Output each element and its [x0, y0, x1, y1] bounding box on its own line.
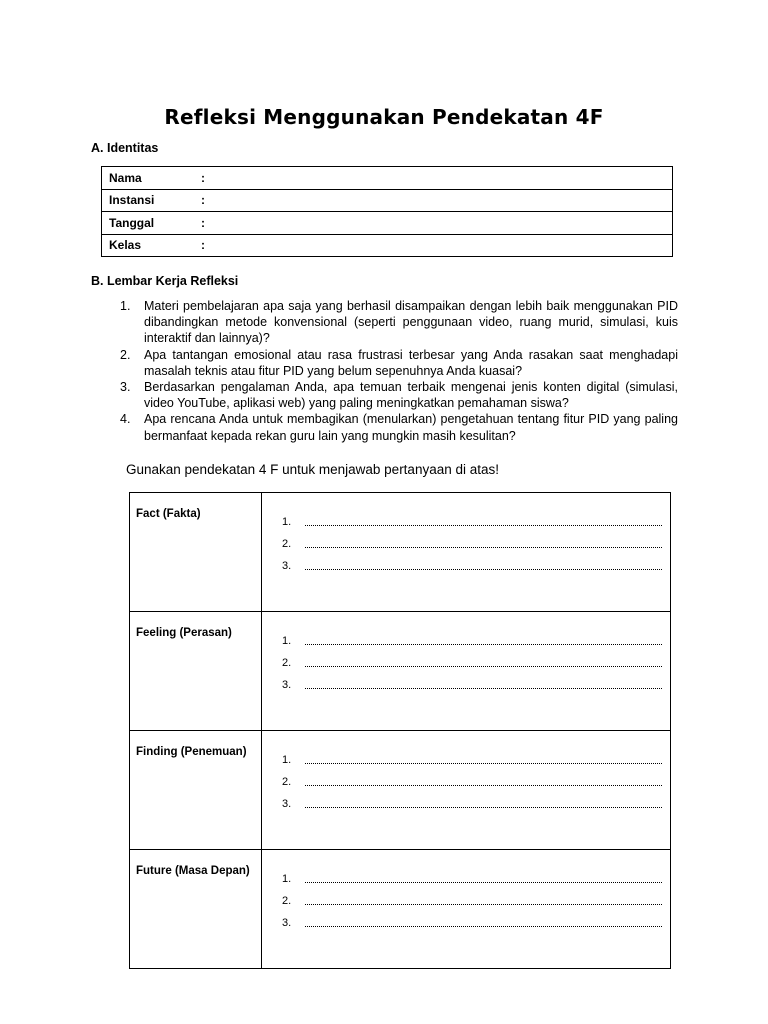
- identity-row-kelas: [102, 234, 673, 257]
- identity-row-instansi: [102, 189, 673, 212]
- question-list: [120, 298, 678, 444]
- question-text: Berdasarkan pengalaman Anda, apa temuan terbaik mengenai jenis konten digital (simulasi, video YouTube, aplikasi web) yang paling meningkatkan pemahaman siswa?: [144, 380, 678, 411]
- answer-number: 2.: [282, 776, 292, 788]
- fourf-answer-cell: [262, 612, 671, 731]
- dotted-line: [305, 666, 662, 667]
- answer-number: 3.: [282, 798, 292, 810]
- answer-line[interactable]: [282, 635, 662, 657]
- identity-table: [101, 166, 673, 257]
- fourf-table: [129, 492, 671, 969]
- question-item: [120, 379, 678, 411]
- dotted-line: [305, 688, 662, 689]
- answer-line[interactable]: [282, 560, 662, 582]
- answer-number: 1.: [282, 516, 292, 528]
- identity-label: Tanggal: [102, 212, 202, 235]
- dotted-line: [305, 904, 662, 905]
- answer-number: 3.: [282, 917, 292, 929]
- question-text: Apa rencana Anda untuk membagikan (menularkan) pengetahuan tentang fitur PID yang paling bermanfaat kepada rekan guru lain yang mungkin masih kesulitan?: [144, 412, 678, 443]
- dotted-line: [305, 525, 662, 526]
- answer-line[interactable]: [282, 657, 662, 679]
- identity-label: Kelas: [102, 234, 202, 257]
- dotted-line: [305, 763, 662, 764]
- fourf-answer-cell: [262, 850, 671, 969]
- dotted-line: [305, 882, 662, 883]
- question-item: [120, 347, 678, 379]
- identity-row-tanggal: [102, 212, 673, 235]
- question-item: [120, 411, 678, 443]
- answer-number: 3.: [282, 560, 292, 572]
- dotted-line: [305, 569, 662, 570]
- fourf-row-finding: [130, 731, 671, 850]
- page-title: Refleksi Menggunakan Pendekatan 4F: [164, 105, 604, 129]
- section-lembar-kerja-heading: B. Lembar Kerja Refleksi: [91, 274, 239, 288]
- question-item: [120, 298, 678, 347]
- fourf-label: Future (Masa Depan): [130, 850, 262, 969]
- identity-label: Nama: [102, 167, 202, 190]
- fourf-row-fact: [130, 493, 671, 612]
- fourf-row-future: [130, 850, 671, 969]
- question-number: 1.: [120, 299, 131, 313]
- dotted-line: [305, 547, 662, 548]
- identity-value-field[interactable]: :: [201, 189, 673, 212]
- section-identitas-heading: A. Identitas: [91, 141, 159, 155]
- answer-line[interactable]: [282, 917, 662, 939]
- question-text: Materi pembelajaran apa saja yang berhasil disampaikan dengan lebih baik menggunakan PID dibandingkan metode konvensional (seperti penggunaan video, ruang murid, simulasi, kuis interaktif dan lainnya)?: [144, 299, 678, 346]
- answer-line[interactable]: [282, 538, 662, 560]
- identity-value-field[interactable]: :: [201, 167, 673, 190]
- answer-number: 1.: [282, 635, 292, 647]
- fourf-label: Finding (Penemuan): [130, 731, 262, 850]
- fourf-label: Feeling (Perasan): [130, 612, 262, 731]
- identity-value-field[interactable]: :: [201, 234, 673, 257]
- answer-number: 2.: [282, 657, 292, 669]
- answer-line[interactable]: [282, 895, 662, 917]
- fourf-answer-cell: [262, 731, 671, 850]
- answer-line[interactable]: [282, 516, 662, 538]
- question-number: 3.: [120, 380, 131, 395]
- answer-line[interactable]: [282, 776, 662, 798]
- answer-line[interactable]: [282, 754, 662, 776]
- answer-line[interactable]: [282, 798, 662, 820]
- identity-label: Instansi: [102, 189, 202, 212]
- instruction-text: Gunakan pendekatan 4 F untuk menjawab pertanyaan di atas!: [126, 462, 500, 477]
- answer-number: 2.: [282, 538, 292, 550]
- question-number: 2.: [120, 347, 131, 362]
- fourf-label: Fact (Fakta): [130, 493, 262, 612]
- dotted-line: [305, 926, 662, 927]
- identity-row-nama: [102, 167, 673, 190]
- fourf-answer-cell: [262, 493, 671, 612]
- dotted-line: [305, 785, 662, 786]
- answer-number: 3.: [282, 679, 292, 691]
- fourf-row-feeling: [130, 612, 671, 731]
- identity-value-field[interactable]: :: [201, 212, 673, 235]
- answer-number: 2.: [282, 895, 292, 907]
- answer-number: 1.: [282, 754, 292, 766]
- answer-number: 1.: [282, 873, 292, 885]
- question-number: 4.: [120, 412, 131, 427]
- dotted-line: [305, 644, 662, 645]
- answer-line[interactable]: [282, 679, 662, 701]
- dotted-line: [305, 807, 662, 808]
- question-text: Apa tantangan emosional atau rasa frustrasi terbesar yang Anda rasakan saat menghadapi masalah teknis atau fitur PID yang belum sepenuhnya Anda kuasai?: [144, 347, 678, 378]
- answer-line[interactable]: [282, 873, 662, 895]
